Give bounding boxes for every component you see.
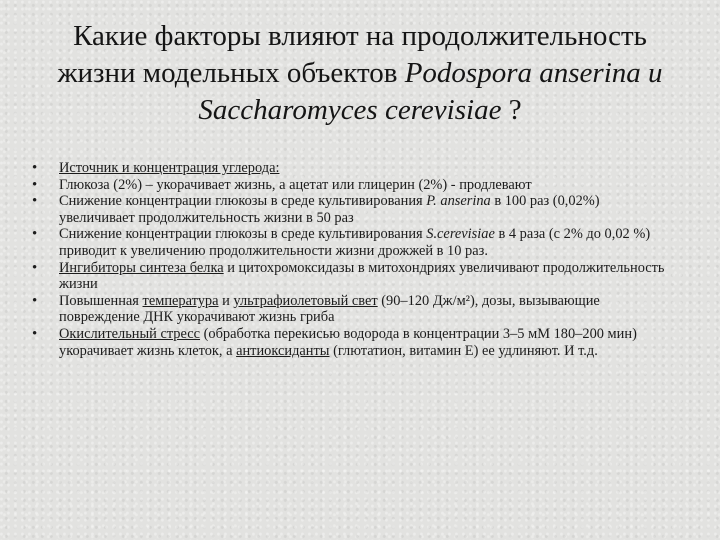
species-name: S.cerevisiae bbox=[426, 226, 495, 243]
bullet-text: Снижение концентрации глюкозы в среде культивирования bbox=[59, 193, 427, 210]
bullet-text: (глютатион, витамин Е) ее удлиняют. И т.д. bbox=[329, 342, 598, 359]
bullet-glucose bbox=[32, 177, 672, 194]
title-line-3 bbox=[30, 92, 690, 129]
bullet-text: и bbox=[218, 292, 234, 309]
slide-title bbox=[30, 18, 690, 129]
title-question-mark: ? bbox=[501, 94, 522, 126]
bullet-glucose-text: Глюкоза (2%) – укорачивает жизнь, а ацетат или глицерин (2%) - продлевают bbox=[59, 176, 532, 193]
bullet-glucose-podospora bbox=[32, 193, 672, 226]
title-line-2-text: жизни модельных объектов bbox=[57, 57, 405, 89]
bullet-carbon-source-text: Источник и концентрация углерода: bbox=[59, 160, 280, 176]
title-line-2 bbox=[30, 55, 690, 92]
species-name: P. anserina bbox=[426, 193, 491, 210]
title-species-podospora: Podospora anserina bbox=[404, 57, 641, 89]
bullet-text: в 100 раз (0,02%) увеличивает продолжительность жизни в 50 раз bbox=[59, 193, 600, 226]
bullet-list bbox=[32, 160, 672, 359]
bullet-text: Повышенная bbox=[59, 292, 143, 309]
underlined-term: антиоксиданты bbox=[236, 342, 330, 359]
bullet-temperature-uv bbox=[32, 293, 672, 326]
bullet-protein-synthesis-inhibitors bbox=[32, 260, 672, 293]
bullet-glucose-saccharomyces bbox=[32, 226, 672, 259]
bullet-text: Снижение концентрации глюкозы в среде культивирования bbox=[59, 226, 427, 243]
bullet-text: в 4 раза (с 2% до 0,02 %) приводит к увеличению продолжительности жизни дрожжей в 10 раз. bbox=[59, 226, 651, 259]
bullet-text: (90–120 Дж/м²), дозы, вызывающие повреждение ДНК укорачивают жизнь гриба bbox=[59, 292, 600, 326]
underlined-term: Ингибиторы синтеза белка bbox=[59, 259, 224, 276]
underlined-term: температура bbox=[142, 292, 219, 309]
title-conjunction: и bbox=[640, 57, 663, 89]
bullet-text: (обработка перекисью водорода в концентрации 3–5 мМ 180–200 мин) укорачивает жизнь клеток, а bbox=[59, 325, 637, 359]
title-line-1: Какие факторы влияют на продолжительность bbox=[73, 20, 647, 52]
underlined-term: ультрафиолетовый свет bbox=[233, 292, 378, 309]
bullet-oxidative-stress bbox=[32, 326, 672, 359]
bullet-carbon-source bbox=[32, 160, 672, 177]
underlined-term: Окислительный стресс bbox=[59, 325, 201, 342]
title-species-saccharomyces: Saccharomyces cerevisiae bbox=[198, 94, 502, 126]
bullet-text: и цитохромоксидазы в митохондриях увеличивают продолжительность жизни bbox=[59, 259, 665, 293]
